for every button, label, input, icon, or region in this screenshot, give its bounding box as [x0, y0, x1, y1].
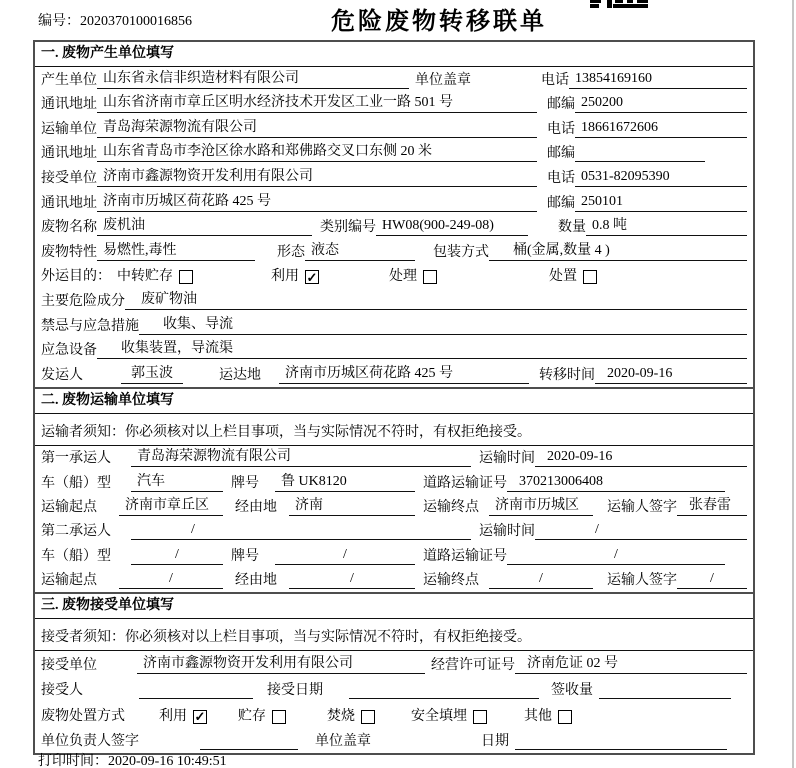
permit-label: 道路运输证号: [423, 475, 507, 491]
section-receiver: [35, 592, 753, 753]
zip-label: 邮编: [547, 146, 575, 162]
qty-label: 数量: [558, 220, 586, 236]
vehicle1-plate: 鲁 UK8120: [275, 473, 415, 492]
field-label: 应急设备: [41, 343, 97, 359]
route2-end: /: [489, 570, 593, 589]
end-label: 运输终点: [423, 499, 479, 515]
waste-code: HW08(900-249-08): [376, 217, 528, 236]
field-label: 外运目的：: [41, 269, 111, 285]
option-label: 焚烧: [327, 708, 355, 724]
section2-title: 二. 废物运输单位填写: [35, 389, 753, 414]
route1-end: 济南市历城区: [489, 497, 593, 516]
route2-row: [35, 568, 753, 592]
field-label: 接受单位: [41, 657, 97, 673]
print-time-value: 2020-09-16 10:49:51: [108, 754, 227, 768]
purpose-row: [35, 264, 753, 289]
transfer-time-value: 2020-09-16: [595, 365, 747, 384]
option-label: 利用: [271, 269, 299, 285]
waste-property-row: [35, 239, 753, 264]
disposal-option: [327, 708, 375, 725]
receiving-unit-value: 济南市鑫源物资开发利用有限公司: [137, 655, 425, 674]
phone-label: 电话: [547, 170, 575, 186]
transporter-address-row: [35, 141, 753, 166]
producer-value: 山东省永信非织造材料有限公司: [97, 70, 409, 89]
receiver-notice: 接受者须知：你必须核对以上栏目事项，当与实际情况不符时，有权拒绝接受。: [35, 619, 753, 651]
end-label: 运输终点: [423, 573, 479, 589]
transporter-address-value: 山东省青岛市李沧区徐水路和郑佛路交叉口东侧 20 米: [97, 143, 537, 162]
field-label: 单位负责人签字: [41, 734, 139, 750]
vehicle2-permit: /: [507, 546, 725, 565]
receiver-zip: 250101: [575, 193, 747, 212]
route1-start: 济南市章丘区: [119, 497, 223, 516]
producer-zip: 250200: [575, 94, 747, 113]
field-label: 禁忌与应急措施: [41, 318, 139, 334]
dispatcher-name: 郭玉波: [121, 365, 183, 384]
serial-label: 编号：: [38, 14, 80, 29]
serial-number: [38, 10, 192, 30]
disposal-option: [159, 708, 207, 725]
receiver-phone: 0531-82095390: [575, 168, 747, 187]
accept-date-label: 接受日期: [267, 683, 323, 699]
route1-row: [35, 495, 753, 519]
field-label: 运输单位: [41, 121, 97, 137]
emergency-measures-value: 收集、导流: [139, 316, 747, 335]
date-value: [515, 748, 727, 750]
code-label: 类别编号: [320, 220, 376, 236]
print-time-label: 打印时间：: [38, 754, 108, 768]
option-label: 利用: [159, 708, 187, 724]
vehicle1-permit: 370213006408: [507, 473, 725, 492]
field-label: 通讯地址: [41, 195, 97, 211]
section-transporter: [35, 387, 753, 592]
waste-qty: 0.8 吨: [586, 217, 747, 236]
purpose-option: [271, 268, 319, 285]
page-title: 危险废物转移联单: [331, 9, 547, 35]
transporter-zip: [575, 160, 705, 162]
route1-sign: 张春雷: [677, 497, 747, 516]
plate-label: 牌号: [231, 475, 259, 491]
hazard-row: [35, 288, 753, 313]
checkbox-store: [272, 710, 286, 724]
zip-label: 邮编: [547, 195, 575, 211]
waste-name-row: [35, 215, 753, 240]
manifest-form: [33, 40, 755, 755]
disposal-method-row: [35, 702, 753, 728]
transport-time-label: 运输时间: [479, 451, 535, 467]
phone-label: 电话: [547, 121, 575, 137]
producer-row: [35, 67, 753, 92]
disposal-option: [411, 708, 487, 725]
field-label: 通讯地址: [41, 97, 97, 113]
field-label: 车（船）型: [41, 475, 111, 491]
transporter-value: 青岛海荣源物流有限公司: [97, 119, 537, 138]
field-label: 接受人: [41, 683, 83, 699]
checkbox-utilize-2: ✓: [194, 709, 206, 725]
producer-address-row: [35, 92, 753, 117]
checkbox-utilize: ✓: [306, 269, 318, 285]
emergency-measures-row: [35, 313, 753, 338]
transporter-row: [35, 116, 753, 141]
emergency-equipment-value: 收集装置，导流渠: [97, 340, 747, 359]
via-label: 经由地: [235, 499, 277, 515]
acceptor-name: [139, 697, 253, 699]
field-label: 废物处置方式: [41, 708, 125, 724]
field-label: 车（船）型: [41, 548, 111, 564]
field-label: 接受单位: [41, 170, 97, 186]
option-label: 安全填埋: [411, 708, 467, 724]
carrier1-row: [35, 446, 753, 470]
vehicle2-type: /: [131, 546, 223, 565]
waste-pack: 桶(金属,数量 4 ): [489, 242, 747, 261]
vehicle2-plate: /: [275, 546, 415, 565]
license-label: 经营许可证号: [431, 657, 515, 673]
plate-label: 牌号: [231, 548, 259, 564]
sign-label: 运输人签字: [607, 499, 677, 515]
date-label: 日期: [481, 734, 509, 750]
permit-label: 道路运输证号: [423, 548, 507, 564]
via-label: 经由地: [235, 573, 277, 589]
option-label: 处置: [549, 269, 577, 285]
field-label: 第一承运人: [41, 451, 111, 467]
received-qty-label: 签收量: [551, 683, 593, 699]
phone-label: 电话: [541, 72, 569, 88]
zip-label: 邮编: [547, 97, 575, 113]
field-label: 通讯地址: [41, 146, 97, 162]
transporter-notice: 运输者须知：你必须核对以上栏目事项，当与实际情况不符时，有权拒绝接受。: [35, 414, 753, 446]
vehicle2-row: [35, 543, 753, 567]
field-label: 主要危险成分: [41, 293, 125, 309]
checkbox-treat: [423, 270, 437, 284]
receiver-value: 济南市鑫源物资开发利用有限公司: [97, 168, 537, 187]
field-label: 产生单位: [41, 72, 97, 88]
checkbox-incinerate: [361, 710, 375, 724]
destination-label: 运达地: [219, 367, 261, 383]
checkbox-dispose: [583, 270, 597, 284]
carrier1-value: 青岛海荣源物流有限公司: [131, 448, 471, 467]
transport-time-label: 运输时间: [479, 524, 535, 540]
dispatch-row: [35, 362, 753, 387]
field-label: 发运人: [41, 367, 83, 383]
checkbox-other: [558, 710, 572, 724]
producer-address-value: 山东省济南市章丘区明水经济技术开发区工业一路 501 号: [97, 94, 537, 113]
disposal-option: [524, 708, 572, 725]
destination-value: 济南市历城区荷花路 425 号: [279, 365, 529, 384]
field-label: 运输起点: [41, 573, 97, 589]
qr-code-fragment: [590, 0, 648, 8]
license-value: 济南危证 02 号: [515, 655, 747, 674]
checkbox-landfill: [473, 710, 487, 724]
purpose-option: [389, 268, 437, 285]
route1-via: 济南: [289, 497, 415, 516]
field-label: 运输起点: [41, 499, 97, 515]
unit-seal-label: 单位盖章: [315, 734, 371, 750]
waste-form: 液态: [305, 242, 415, 261]
carrier2-row: [35, 519, 753, 543]
accept-date-value: [349, 697, 539, 699]
receiver-address-row: [35, 190, 753, 215]
receiver-row: [35, 165, 753, 190]
sign-label: 运输人签字: [607, 573, 677, 589]
route2-start: /: [119, 570, 223, 589]
page-edge-line: [792, 0, 794, 768]
pack-label: 包装方式: [433, 244, 489, 260]
disposal-option: [238, 708, 286, 725]
section1-title: 一. 废物产生单位填写: [35, 42, 753, 67]
waste-name-value: 废机油: [97, 217, 312, 236]
acceptor-row: [35, 677, 753, 703]
waste-property-value: 易燃性,毒性: [97, 242, 255, 261]
checkbox-transfer-storage: [179, 270, 193, 284]
vehicle1-row: [35, 470, 753, 494]
hazard-value: 废矿物油: [125, 291, 747, 310]
carrier1-time: 2020-09-16: [535, 448, 747, 467]
receiver-address-value: 济南市历城区荷花路 425 号: [97, 193, 537, 212]
seal-label: 单位盖章: [415, 72, 471, 88]
receiving-unit-row: [35, 651, 753, 677]
field-label: 废物名称: [41, 220, 97, 236]
route2-sign: /: [677, 570, 747, 589]
transporter-phone: 18661672606: [575, 119, 747, 138]
emergency-equipment-row: [35, 338, 753, 363]
producer-phone: 13854169160: [569, 70, 747, 89]
section3-title: 三. 废物接受单位填写: [35, 594, 753, 619]
option-label: 贮存: [238, 708, 266, 724]
received-qty-value: [599, 697, 731, 699]
option-label: 其他: [524, 708, 552, 724]
vehicle1-type: 汽车: [131, 473, 223, 492]
purpose-option: [549, 268, 597, 285]
print-time: [38, 750, 227, 768]
carrier2-time: /: [535, 521, 747, 540]
transfer-time-label: 转移时间: [539, 367, 595, 383]
option-label: 中转贮存: [117, 269, 173, 285]
form-label: 形态: [277, 244, 305, 260]
carrier2-value: /: [131, 521, 471, 540]
option-label: 处理: [389, 269, 417, 285]
field-label: 废物特性: [41, 244, 97, 260]
section-producer: [35, 42, 753, 387]
purpose-option: [117, 268, 193, 285]
serial-value: 2020370100016856: [80, 14, 192, 29]
field-label: 第二承运人: [41, 524, 111, 540]
route2-via: /: [289, 570, 415, 589]
